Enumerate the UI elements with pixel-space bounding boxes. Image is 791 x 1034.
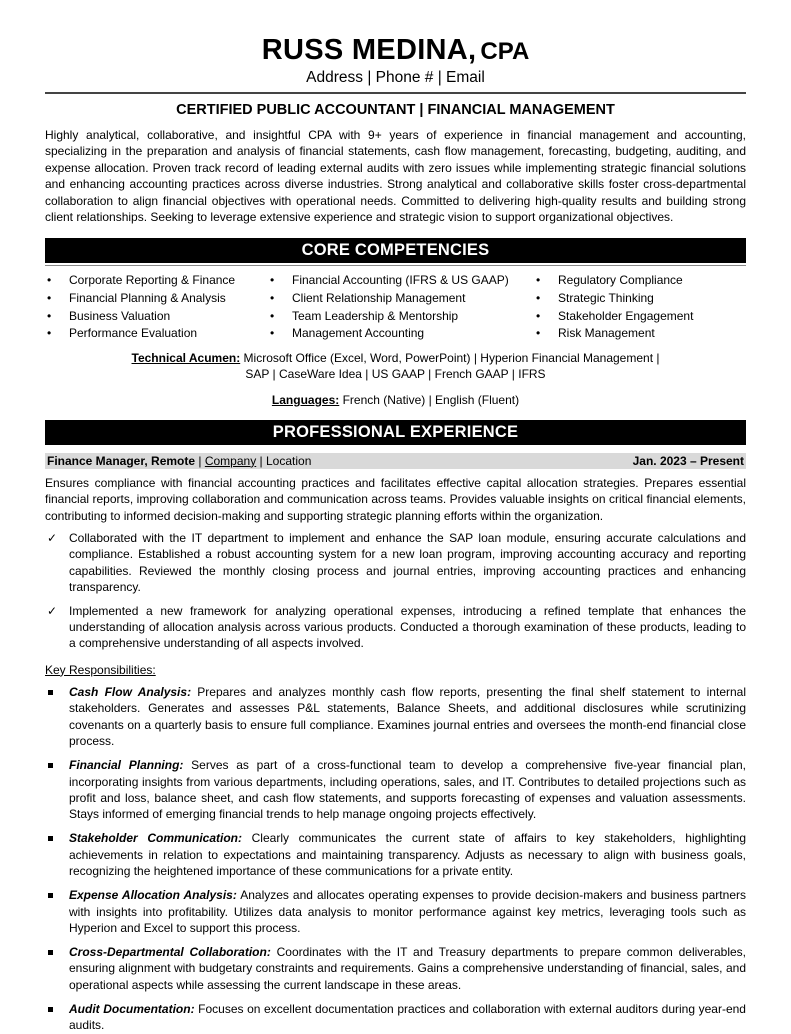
job-header bbox=[45, 453, 746, 469]
square-bullet-icon bbox=[48, 690, 53, 695]
responsibility-item: Cash Flow Analysis: Prepares and analyzes monthly cash flow reports, presenting the final shelf statement to internal stakeholders. Generates and assesses P&L statements, Balance Sheets, and additional disclosures while scrutinizing covenants on a quarterly basis to ensure full compliance. Examines journal entries and oversees the month-end financial close process. bbox=[45, 684, 746, 750]
section-header-professional-experience: PROFESSIONAL EXPERIENCE bbox=[45, 420, 746, 445]
bullet-icon: • bbox=[270, 273, 275, 288]
job-location: Location bbox=[266, 453, 312, 468]
credential-text: CPA bbox=[480, 38, 530, 65]
job-description: Ensures compliance with financial accounting practices and facilitates effective capital allocation strategies. Prepares essential financial reports, improving collaboration and communication across teams. Provides valuable insights on critical financial elements, contributing to informed decision-making and supporting strategic planning efforts within the organization. bbox=[45, 475, 746, 523]
technical-acumen-line-1: Microsoft Office (Excel, Word, PowerPoint) | Hyperion Financial Management | bbox=[240, 350, 660, 365]
contact-line: Address | Phone # | Email bbox=[306, 69, 485, 86]
competency-column-3 bbox=[534, 272, 744, 342]
square-bullet-icon bbox=[48, 763, 53, 768]
bullet-icon: • bbox=[270, 291, 275, 306]
technical-acumen bbox=[45, 350, 746, 382]
competency-column-1 bbox=[45, 272, 268, 342]
bullet-icon: • bbox=[270, 326, 275, 341]
bullet-icon: • bbox=[536, 273, 541, 288]
bullet-icon: • bbox=[536, 308, 541, 323]
technical-acumen-label: Technical Acumen: bbox=[131, 350, 241, 365]
competency-item: • Client Relationship Management bbox=[268, 290, 534, 308]
technical-acumen-line-2: SAP | CaseWare Idea | US GAAP | French GAAP | IFRS bbox=[245, 366, 546, 381]
competency-item: • Business Valuation bbox=[45, 308, 268, 326]
bullet-icon: • bbox=[47, 291, 52, 306]
competency-item: • Stakeholder Engagement bbox=[534, 308, 744, 326]
square-bullet-icon bbox=[48, 950, 53, 955]
key-responsibilities-title: Key Responsibilities: bbox=[45, 662, 156, 677]
competency-column-2 bbox=[268, 272, 534, 342]
competency-item: • Team Leadership & Mentorship bbox=[268, 308, 534, 326]
job-dates: Jan. 2023 – Present bbox=[632, 453, 744, 468]
bullet-icon: • bbox=[47, 326, 52, 341]
section-header-core-competencies: CORE COMPETENCIES bbox=[45, 238, 746, 263]
bullet-icon: • bbox=[536, 326, 541, 341]
competency-item: • Financial Accounting (IFRS & US GAAP) bbox=[268, 272, 534, 290]
responsibilities-list bbox=[45, 684, 746, 1034]
responsibility-item: Stakeholder Communication: Clearly communicates the current state of affairs to key stakeholders, highlighting achievements in relation to expectations and maintaining transparency. Adjusts as necessary to align with business goals, recognizing the heightened importance of these communications for a private entity. bbox=[45, 830, 746, 879]
candidate-name bbox=[45, 0, 746, 65]
summary-paragraph: Highly analytical, collaborative, and insightful CPA with 9+ years of experience in financial management and accounting, specializing in the preparation and analysis of financial statements, cash flow management, forecasting, budgeting, auditing, and expense allocation. Proven track record of leading external audits with zero issues while implementing strategic financial solutions and enhancing accounting practices across diverse industries. Strong analytical and collaborative skills foster cross-departmental collaboration to align financial objectives with operational needs. Committed to delivering high-quality results and building strong client relationships. Seeking to leverage extensive experience and strategic vision to support organizational objectives. bbox=[45, 128, 746, 225]
checkmark-icon: ✓ bbox=[47, 531, 58, 546]
bullet-icon: • bbox=[47, 308, 52, 323]
responsibility-item: Financial Planning: Serves as part of a cross-functional team to develop a comprehensive five-year financial plan, incorporating insights from various departments, including operations, sales, and IT. Contributes to detailed projections such as profit and loss, balance sheet, and cash flow statements, and supports forecasting of expenses and valuation assessments. Stays informed of emerging financial trends to help manage ongoing projects effectively. bbox=[45, 757, 746, 823]
square-bullet-icon bbox=[48, 893, 53, 898]
bullet-icon: • bbox=[536, 291, 541, 306]
languages bbox=[45, 392, 746, 408]
achievement-item: ✓ Implemented a new framework for analyzing operational expenses, introducing a refined template that enhances the understanding of allocation analysis across various products. Conducted a thorough examination of these products, leading to a comprehensive understanding of all aspects involved. bbox=[47, 603, 746, 651]
bullet-icon: • bbox=[47, 273, 52, 288]
achievement-item: ✓ Collaborated with the IT department to implement and enhance the SAP loan module, ensuring accurate calculations and compliance. Established a robust accounting system for a new loan program, improving accounting accuracy and reporting capabilities. Reviewed the monthly closing process and journal entries, improving accounting practices and enhancing transparency. bbox=[47, 531, 746, 595]
languages-value: French (Native) | English (Fluent) bbox=[339, 392, 520, 407]
achievements-list bbox=[45, 530, 746, 652]
responsibility-item: Expense Allocation Analysis: Analyzes and allocates operating expenses to provide decision-makers and business partners with insights into profitability. Utilizes data analysis to monitor performance against key metrics, leveraging tools such as Hyperion and Excel to support this process. bbox=[45, 887, 746, 936]
competency-item: • Regulatory Compliance bbox=[534, 272, 744, 290]
job-title: Finance Manager, Remote bbox=[47, 453, 196, 468]
languages-label: Languages: bbox=[271, 392, 340, 407]
job-info: Finance Manager, Remote | Company | Location bbox=[47, 453, 312, 468]
competencies-grid bbox=[45, 272, 746, 342]
competency-item: • Management Accounting bbox=[268, 325, 534, 343]
header-divider bbox=[45, 92, 746, 94]
resume-headline: CERTIFIED PUBLIC ACCOUNTANT | FINANCIAL MANAGEMENT bbox=[176, 102, 615, 118]
competency-item: • Performance Evaluation bbox=[45, 325, 268, 343]
competency-item: • Corporate Reporting & Finance bbox=[45, 272, 268, 290]
competency-item: • Strategic Thinking bbox=[534, 290, 744, 308]
competency-item: • Financial Planning & Analysis bbox=[45, 290, 268, 308]
company-name: Company bbox=[204, 453, 257, 468]
name-text: RUSS MEDINA, bbox=[261, 34, 477, 66]
section-divider bbox=[45, 265, 746, 266]
checkmark-icon: ✓ bbox=[47, 603, 58, 618]
responsibility-item: Cross-Departmental Collaboration: Coordinates with the IT and Treasury departments to prepare common deliverables, ensuring alignment with budgetary constraints and requirements. Gains a comprehensive understanding of financial, sales, and operational aspects while assessing the current landscape in these areas. bbox=[45, 944, 746, 993]
square-bullet-icon bbox=[48, 1007, 53, 1012]
square-bullet-icon bbox=[48, 836, 53, 841]
responsibility-item: Audit Documentation: Focuses on excellent documentation practices and collaboration with external auditors during year-end audits. bbox=[45, 1001, 746, 1034]
bullet-icon: • bbox=[270, 308, 275, 323]
competency-item: • Risk Management bbox=[534, 325, 744, 343]
